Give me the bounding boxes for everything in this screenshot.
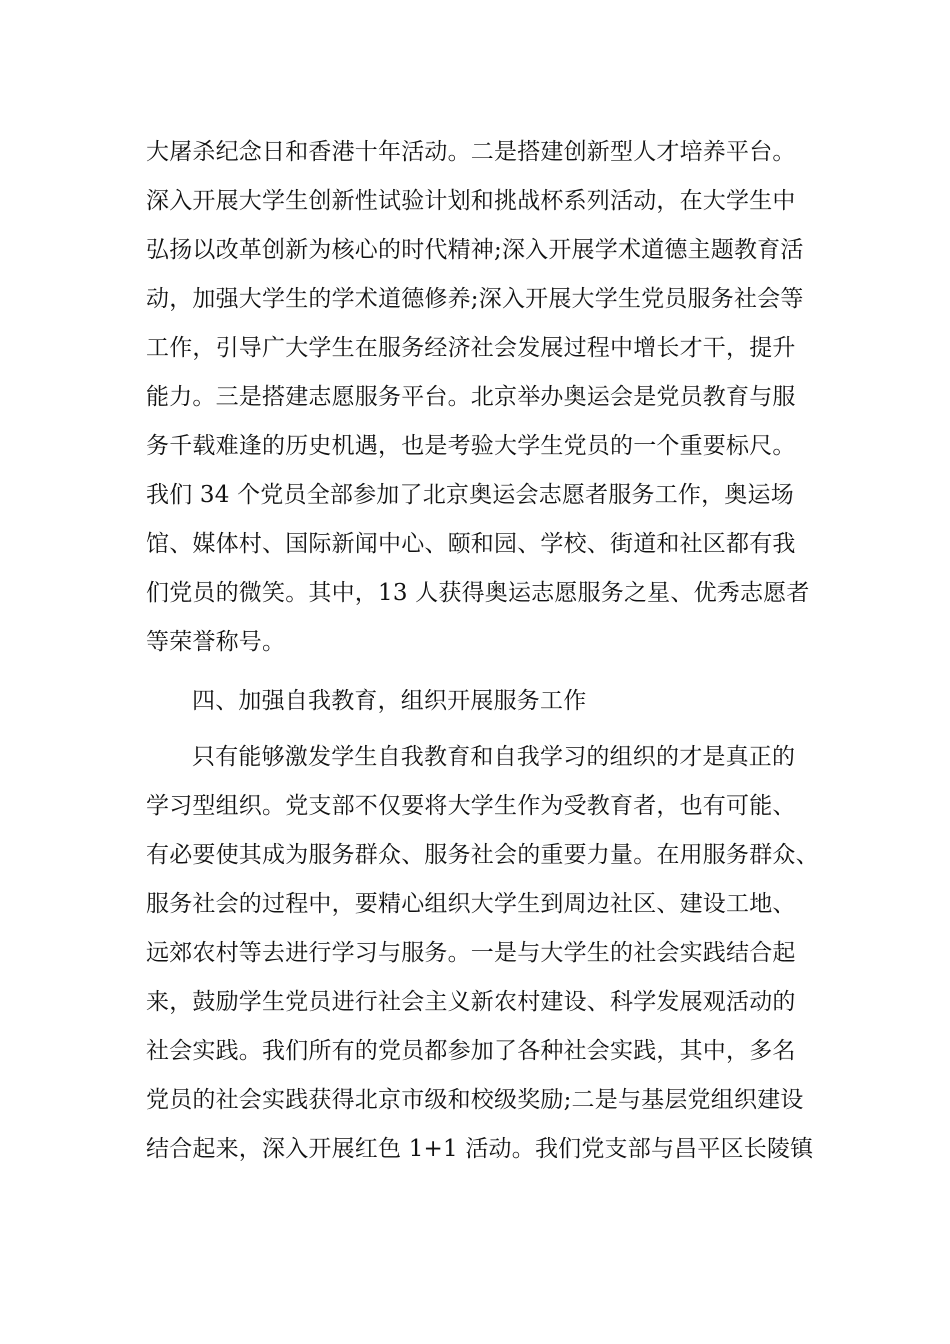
section-heading-4: 四、加强自我教育，组织开展服务工作 [192, 688, 587, 714]
paragraph-2-line-6: 来，鼓励学生党员进行社会主义新农村建设、科学发展观活动的 [146, 989, 796, 1015]
paragraph-2-line-5: 远郊农村等去进行学习与服务。一是与大学生的社会实践结合起 [146, 940, 796, 966]
paragraph-1-line-3: 弘扬以改革创新为核心的时代精神;深入开展学术道德主题教育活 [146, 237, 804, 263]
paragraph-1-line-4: 动，加强大学生的学术道德修养;深入开展大学生党员服务社会等 [146, 286, 804, 312]
paragraph-2-line-2: 学习型组织。党支部不仅要将大学生作为受教育者，也有可能、 [146, 793, 796, 819]
paragraph-2-line-9: 结合起来，深入开展红色 1+1 活动。我们党支部与昌平区长陵镇 [146, 1136, 814, 1162]
paragraph-1-line-1: 大屠杀纪念日和香港十年活动。二是搭建创新型人才培养平台。 [146, 139, 796, 165]
paragraph-2-line-7: 社会实践。我们所有的党员都参加了各种社会实践，其中，多名 [146, 1038, 796, 1064]
paragraph-2-line-8: 党员的社会实践获得北京市级和校级奖励;二是与基层党组织建设 [146, 1087, 804, 1113]
paragraph-2-line-1: 只有能够激发学生自我教育和自我学习的组织的才是真正的 [192, 744, 796, 770]
paragraph-1-line-10: 们党员的微笑。其中，13 人获得奥运志愿服务之星、优秀志愿者 [146, 580, 810, 606]
paragraph-1-line-8: 我们 34 个党员全部参加了北京奥运会志愿者服务工作，奥运场 [146, 482, 794, 508]
paragraph-1-line-6: 能力。三是搭建志愿服务平台。北京举办奥运会是党员教育与服 [146, 384, 796, 410]
paragraph-1-line-11: 等荣誉称号。 [146, 629, 286, 655]
paragraph-1-line-7: 务千载难逢的历史机遇，也是考验大学生党员的一个重要标尺。 [146, 433, 796, 459]
paragraph-1-line-2: 深入开展大学生创新性试验计划和挑战杯系列活动，在大学生中 [146, 188, 796, 214]
paragraph-1-line-9: 馆、媒体村、国际新闻中心、颐和园、学校、街道和社区都有我 [146, 531, 796, 557]
paragraph-2-line-3: 有必要使其成为服务群众、服务社会的重要力量。在用服务群众、 [146, 842, 819, 868]
paragraph-2-line-4: 服务社会的过程中，要精心组织大学生到周边社区、建设工地、 [146, 891, 796, 917]
paragraph-1-line-5: 工作，引导广大学生在服务经济社会发展过程中增长才干，提升 [146, 335, 796, 361]
